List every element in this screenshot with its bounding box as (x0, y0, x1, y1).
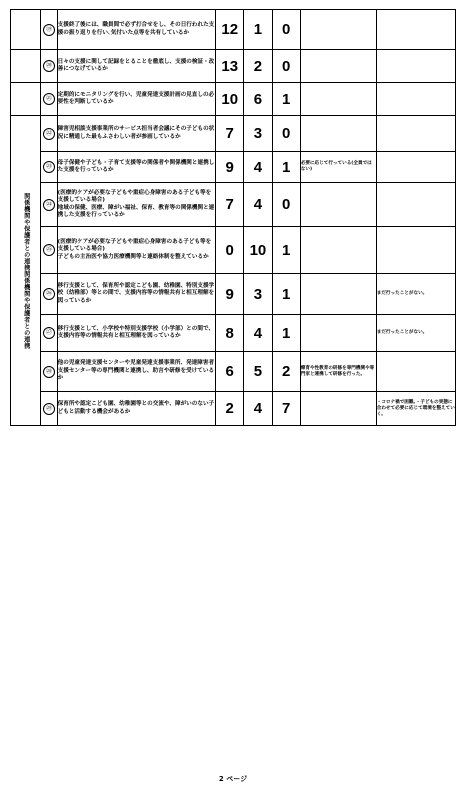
table-row (11, 152, 456, 183)
item-number-badge: ㉗ (43, 327, 55, 339)
table-row (11, 183, 456, 227)
item-number-badge: ㉙ (43, 403, 55, 415)
count-no: 1 (272, 315, 300, 352)
item-number (41, 50, 57, 83)
item-text: 母子保健や子ども・子育て支援等の関係者や関係機関と連携した支援を行っているか (57, 152, 215, 183)
count-partial: 1 (244, 10, 272, 50)
count-partial: 4 (244, 152, 272, 183)
table-row (11, 392, 456, 426)
item-text: 他の児童発達支援センターや児童発達支援事業所、発達障害者支援センター等の専門機関と連携し、助言や研修を受けているか (57, 352, 215, 392)
count-yes: 7 (216, 116, 244, 152)
extra-comment (376, 83, 455, 116)
item-text: 移行支援として、保育所や認定こども園、幼稚園、特別支援学校（幼稚部）等との間で、支援内容等の情報共有と相互理解を図っているか (57, 274, 215, 315)
table-row (11, 274, 456, 315)
table-row (11, 83, 456, 116)
item-text: 保育所や認定こども園、幼稚園等との交流や、障がいのない子どもと活動する機会があるか (57, 392, 215, 426)
item-number (41, 83, 57, 116)
item-number-badge: ㉘ (43, 366, 55, 378)
item-number (41, 352, 57, 392)
item-number-badge: ⑲ (43, 24, 55, 36)
item-number-badge: ㉒ (43, 128, 55, 140)
extra-comment: まだ行ったことがない。 (376, 274, 455, 315)
note-text (300, 227, 376, 274)
category-cell-empty (11, 50, 41, 83)
count-no: 1 (272, 83, 300, 116)
count-yes: 7 (216, 183, 244, 227)
note-text (300, 83, 376, 116)
item-number-badge: ⑳ (43, 60, 55, 72)
item-number-badge: ㉔ (43, 199, 55, 211)
count-yes: 9 (216, 274, 244, 315)
count-yes: 2 (216, 392, 244, 426)
extra-comment (376, 116, 455, 152)
count-no: 0 (272, 50, 300, 83)
table-row (11, 227, 456, 274)
item-number (41, 152, 57, 183)
item-text: 定期的にモニタリングを行い、児童発達支援計画の見直しの必要性を判断しているか (57, 83, 215, 116)
note-text (300, 10, 376, 50)
category-cell (11, 116, 41, 426)
count-yes: 8 (216, 315, 244, 352)
note-text: 療育や性教育の研修を専門機関や専門家と連携して研修を行った。 (300, 352, 376, 392)
category-label: 関係機関や保護者との連携関係機関や保護者との連携 (22, 192, 30, 349)
note-text (300, 315, 376, 352)
count-no: 1 (272, 274, 300, 315)
count-partial: 4 (244, 315, 272, 352)
count-no: 0 (272, 116, 300, 152)
count-no: 7 (272, 392, 300, 426)
item-number-badge: ㉖ (43, 288, 55, 300)
count-yes: 0 (216, 227, 244, 274)
count-partial: 3 (244, 274, 272, 315)
table-row (11, 50, 456, 83)
item-text: (医療的ケアが必要な子どもや重症心身障害のある子ども等を支援している場合) 子どもの主治医や協力医療機関等と連絡体制を整えているか (57, 227, 215, 274)
count-partial: 2 (244, 50, 272, 83)
count-yes: 10 (216, 83, 244, 116)
extra-comment (376, 50, 455, 83)
table-row (11, 116, 456, 152)
table-row (11, 10, 456, 50)
item-number (41, 227, 57, 274)
count-no: 0 (272, 183, 300, 227)
extra-comment (376, 352, 455, 392)
note-text (300, 183, 376, 227)
item-text: 支援終了後には、職員間で必ず打合せをし、その日行われた支援の振り返りを行い､気付いた点等を共有しているか (57, 10, 215, 50)
count-no: 1 (272, 152, 300, 183)
item-number (41, 274, 57, 315)
count-partial: 4 (244, 183, 272, 227)
item-number-badge: ㉑ (43, 93, 55, 105)
item-text: 障害児相談支援事業所のサービス担当者会議にその子どもの状況に精通した最もふさわしい者が参画しているか (57, 116, 215, 152)
item-number (41, 10, 57, 50)
count-no: 0 (272, 10, 300, 50)
note-text (300, 50, 376, 83)
table-row (11, 315, 456, 352)
evaluation-table (10, 9, 456, 426)
count-partial: 4 (244, 392, 272, 426)
extra-comment (376, 10, 455, 50)
note-text (300, 392, 376, 426)
count-no: 1 (272, 227, 300, 274)
count-partial: 6 (244, 83, 272, 116)
item-text: (医療的ケアが必要な子どもや重症心身障害のある子ども等を支援している場合) 地域の保健、医療、障がい福祉、保育、教育等の関係機関と連携した支援を行っているか (57, 183, 215, 227)
note-text (300, 274, 376, 315)
item-number (41, 392, 57, 426)
count-partial: 5 (244, 352, 272, 392)
category-cell-empty (11, 10, 41, 50)
item-number (41, 315, 57, 352)
count-yes: 13 (216, 50, 244, 83)
category-cell-empty (11, 83, 41, 116)
note-text (300, 116, 376, 152)
item-number (41, 116, 57, 152)
extra-comment (376, 183, 455, 227)
count-yes: 9 (216, 152, 244, 183)
extra-comment: まだ行ったことがない。 (376, 315, 455, 352)
item-number-badge: ㉕ (43, 244, 55, 256)
item-text: 移行支援として、小学校や特別支援学校（小学部）との間で、支援内容等の情報共有と相互理解を図っているか (57, 315, 215, 352)
count-partial: 3 (244, 116, 272, 152)
count-yes: 6 (216, 352, 244, 392)
count-yes: 12 (216, 10, 244, 50)
item-number-badge: ㉓ (43, 161, 55, 173)
extra-comment: ・コロナ禍で困難。・子どもの実態に合わせて必要に応じて環境を整えていく。 (376, 392, 455, 426)
page-number: 2 ページ (218, 775, 248, 783)
count-partial: 10 (244, 227, 272, 274)
extra-comment (376, 227, 455, 274)
table-row (11, 352, 456, 392)
item-text: 日々の支援に関して記録をとることを徹底し、支援の検証・改善につなげているか (57, 50, 215, 83)
count-no: 2 (272, 352, 300, 392)
item-number (41, 183, 57, 227)
note-text: 必要に応じて行っている(全員ではない) (300, 152, 376, 183)
extra-comment (376, 152, 455, 183)
